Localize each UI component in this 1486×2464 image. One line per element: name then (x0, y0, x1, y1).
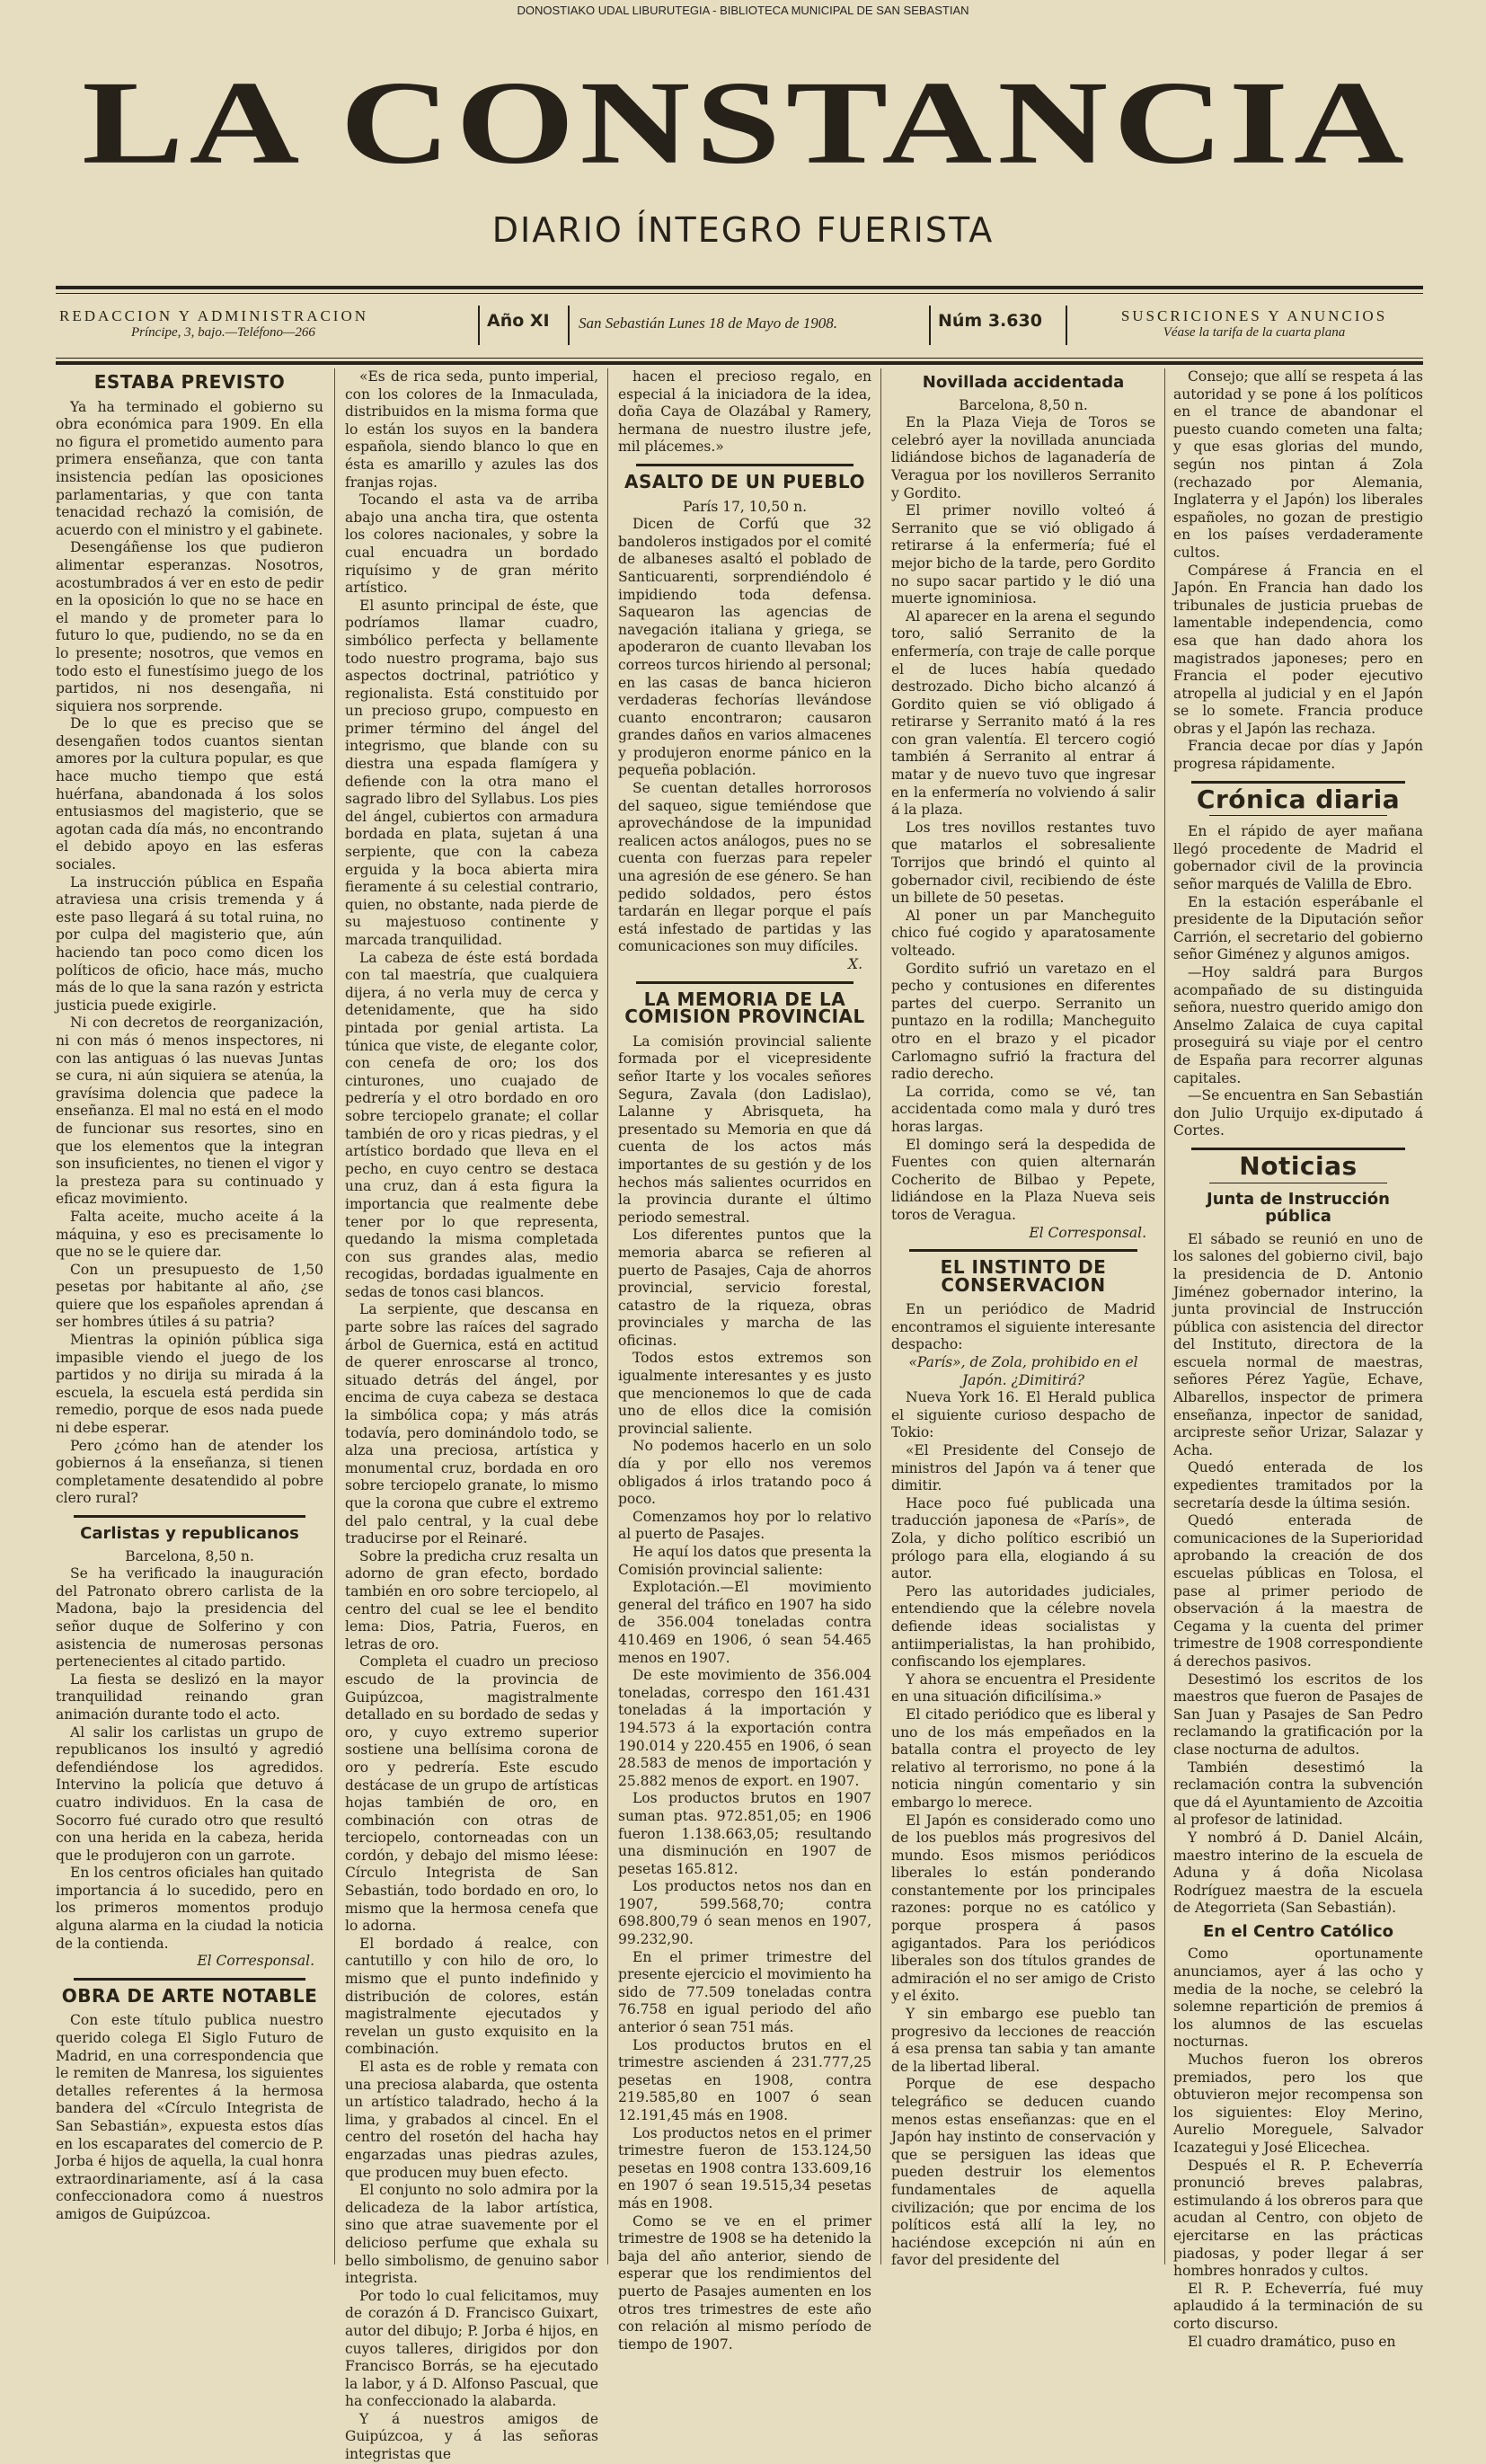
paragraph: Al aparecer en la arena el segundo toro, salió Serranito de la enfermería, con traje de calle porque el de luces había quedado destrozado. Dicho bicho alcanzó á Gordito quien se vió obligado á retirarse y Serranito mató á la res con gran valentía. El tercero cogió también á Serranito al entrar á matar y de nuevo tuvo que ingresar en la enfermería no volviendo á salir á la plaza. (891, 607, 1155, 819)
paragraph: Desengáñense los que pudieron alimentar esperanzas. Nosotros, acostumbrados á ver en esto de pedir en la oposición lo que no se hace en el mando y de prometer para lo futuro lo que, pudiendo, no se da en lo presente; nosotros, que vemos en todo esto el funestísimo juego de los partidos, ni nos desengaña, ni siquiera nos sorprende. (56, 539, 323, 714)
paragraph: Comenzamos hoy por lo relativo al puerto de Pasajes. (618, 1508, 871, 1543)
column-divider (607, 368, 608, 2265)
headline-estaba-previsto: ESTABA PREVISTO (93, 371, 286, 393)
paragraph: Los productos brutos en 1907 suman ptas. 972.851,05; en 1906 fueron 1.138.663,05; resultando una disminución en 1907 de pesetas 165.812. (618, 1790, 871, 1877)
issue-year: Año XI (487, 311, 550, 331)
headline-junta-instruccion: Junta de Instrucción pública (1207, 1189, 1390, 1227)
paragraph: El R. P. Echeverría, fué muy aplaudido á la terminación de su corto discurso. (1173, 2280, 1423, 2332)
headline-carlistas: Carlistas y republicanos (80, 1524, 299, 1543)
signature: El Corresponsal. (1029, 1224, 1146, 1241)
header-bottom-thin-rule (56, 358, 1423, 359)
headline-centro-catolico: En el Centro Católico (1202, 1921, 1394, 1941)
paragraph: Ni con decretos de reorganización, ni con más ó menos inspectores, ni con las antiguas ó las nuevas Juntas se cura, ni aún siquiera se atenúa, la gravísima dolencia que padece la enseñanza. El mal no está en el modo de funcionar sus resortes, sino en que los elementos que la integran son insuficientes, no tienen el vigor y la presteza para su continuado y eficaz movimiento. (56, 1015, 323, 1208)
paragraph: Mientras la opinión pública siga impasible viendo el juego de los partidos y no dirija su mirada á la escuela, la escuela está perdida sin remedio, porque de esos nada puede ni debe esperar. (56, 1332, 323, 1437)
paragraph: Ya ha terminado el gobierno su obra económica para 1909. En ella no figura el prometido aumento para primera enseñanza, que con tanta insistencia pedían las oposiciones parlamentarias, y que con tanta tenacidad rechazó la comisión, de acuerdo con el ministro y el gabinete. (56, 398, 323, 538)
dateline: Barcelona, 8,50 n. (959, 396, 1088, 413)
paragraph: «Es de rica seda, punto imperial, con los colores de la Inmaculada, distribuidos en la misma forma que lo están los suyos en la bandera española, siendo blanco lo que en ésta es amarillo y azules las dos franjas rojas. (345, 368, 598, 491)
paragraph: Los productos netos nos dan en 1907, 599.568,70; contra 698.800,79 ó sean menos en 1907, 99.232,90. (618, 1878, 871, 1948)
paragraph: —Hoy saldrá para Burgos acompañado de su distinguida señora, nuestro querido amigo don Anselmo Zalaica de cuya capital proseguirá su viaje por el centro de España para recorrer algunas capitales. (1173, 964, 1423, 1086)
column-2 (345, 368, 598, 2463)
paragraph: De lo que es preciso que se desengañen todos cuantos sientan amores por la cultura popular, es que hace mucho tiempo que está huérfana, abandonada á los solos entusiasmos del magisterio, que se agotan cada día más, no encontrando el debido apoyo en las esferas sociales. (56, 715, 323, 873)
paragraph: En los centros oficiales han quitado importancia á lo sucedido, pero en los primeros momentos produjo alguna alarma en la ciudad la noticia de la contienda. (56, 1865, 323, 1952)
header-top-thin-rule (56, 293, 1423, 294)
column-divider (880, 368, 881, 2265)
paragraph: La instrucción pública en España atraviesa una crisis tremenda y á este paso llegará á su total ruina, no por culpa del magisterio que, aún haciendo tan poco como dicen los políticos de oficio, hace más, mucho más de lo que la sana razón y estricta justicia puede exigirle. (56, 873, 323, 1014)
newspaper-subtitle: DIARIO ÍNTEGRO FUERISTA (491, 210, 995, 250)
paragraph: La cabeza de éste está bordada con tal maestría, que cualquiera dijera, á no verla muy de cerca y detenidamente, que ha sido pintada por genial artista. La túnica que viste, de elegante color, con cenefa de oro; los dos cinturones, uno cuajado de pedrería y el otro bordado en oro sobre terciopelo granate; el collar también de oro y ricas piedras, y el artístico bordado que lleva en el pecho, en cuyo centro se destaca una cruz, dan á esta figura la importancia que realmente debe tener por lo que representa, quedando la misma completada con sus grandes alas, medio recogidas, bordadas igualmente en sedas de tonos casi blancos. (345, 949, 598, 1300)
article-divider (74, 1978, 305, 1981)
paragraph: Los diferentes puntos que la memoria abarca se refieren al puerto de Pasajes, Caja de ahorros provincial, servicio forestal, catastro de la riqueza, obras provinciales y marcha de las oficinas. (618, 1227, 871, 1349)
separator (1066, 306, 1067, 345)
paragraph: Desestimó los escritos de los maestros que fueron de Pasajes de San Juan y Pasajes de San Pedro reclamando la gratificación por la clase nocturna de adultos. (1173, 1671, 1423, 1758)
headline-asalto: ASALTO DE UN PUEBLO (624, 470, 865, 492)
headline-instinto: EL INSTINTO DE CONSERVACION (940, 1256, 1107, 1296)
paragraph: La fiesta se deslizó en la mayor tranquilidad reinando gran animación durante todo el acto. (56, 1671, 323, 1723)
dateline: Barcelona, 8,50 n. (125, 1547, 254, 1564)
article-divider (636, 981, 854, 984)
paragraph: En la Plaza Vieja de Toros se celebró ayer la novillada anunciada lidiándose bichos de laganadería de Veragua por los novilleros Serranito y Gordito. (891, 414, 1155, 501)
separator (568, 306, 570, 345)
paragraph: Pero ¿cómo han de atender los gobiernos á la enseñanza, si tienen completamente desatendido al pobre clero rural? (56, 1437, 323, 1507)
paragraph: Completa el cuadro un precioso escudo de la provincia de Guipúzcoa, magistralmente detallado en su bordado de sedas y oro, y cuyo extremo superior sostiene una bellísima corona de oro y pedrería. Este escudo destácase de un grupo de artísticas hojas también de oro, en combinación con otras de terciopelo, contorneadas con un cordón, y debajo del mismo léese: Círculo Integrista de San Sebastián, todo bordado en oro, lo mismo que la hermosa cenefa que lo adorna. (345, 1653, 598, 1935)
paragraph: Por todo lo cual felicitamos, muy de corazón á D. Francisco Guixart, autor del dibujo; P. Jorba é hijos, en cuyos talleres, dirigidos por don Francisco Borrás, se ha ejecutado la labor, y á D. Alfonso Pascual, que ha confeccionado la alabarda. (345, 2287, 598, 2410)
paragraph: En la estación esperábanle el presidente de la Diputación señor Carrión, el secretario del gobierno señor Giménez y algunos amigos. (1173, 893, 1423, 963)
dateline: París 17, 10,50 n. (682, 498, 807, 515)
paragraph: «El Presidente del Consejo de ministros del Japón va á tener que dimitir. (891, 1442, 1155, 1494)
paragraph: Con este título publica nuestro querido colega El Siglo Futuro de Madrid, en una correspondencia que le remiten de Manresa, los siguientes detalles referentes á la hermosa bandera del «Círculo Integrista de San Sebastián», expuesta estos días en los escaparates del comercio de P. Jorba é hijos de aquella, la cual honra extraordinariamente, así á la casa confeccionadora como á nuestros amigos de Guipúzcoa. (56, 2012, 323, 2222)
paragraph: Nueva York 16. El Herald publica el siguiente curioso despacho de Tokio: (891, 1389, 1155, 1441)
paragraph: El asunto principal de éste, que podríamos llamar cuadro, simbólico perfecta y bellamente todo nuestro programa, bajo sus aspectos doctrinal, patriótico y regionalista. Está constituido por un precioso grupo, compuesto en primer término del ángel del integrismo, que blande con su diestra una espada flamígera y defiende con la otra mano el sagrado libro del Syllabus. Los pies del ángel, cubiertos con armadura bordada en plata, sujetan á una serpiente, que con la cabeza erguida y la boca abierta mira fieramente á su celestial contrario, quien, no obstante, nada pierde de su majestuoso continente y marcada tranquilidad. (345, 597, 598, 948)
paragraph: El sábado se reunió en uno de los salones del gobierno civil, bajo la presidencia de D. Antonio Jiménez gobernador interino, la junta provincial de Instrucción pública con asistencia del director del Instituto, directora de la escuela normal de maestras, señores Pérez Yagüe, Echave, Albarellos, inspector de primera enseñanza, inpector de sanidad, arcipreste señor Urizar, Salazar y Acha. (1173, 1230, 1423, 1458)
paragraph: Compárese á Francia en el Japón. En Francia han dado los tribunales de justicia pruebas de lamentable independencia, como esa que han dado ahora los magistrados japoneses; pero en Francia el poder ejecutivo atropella al judicial y en el Japón se lo somete. Francia produce obras y el Japón las rechaza. (1173, 562, 1423, 737)
column-divider (334, 368, 335, 2265)
subscriptions-heading: SUSCRICIONES Y ANUNCIOS (1120, 307, 1388, 324)
paragraph: Se cuentan detalles horrorosos del saqueo, sigue temiéndose que aprovechándose de la impunidad realicen actos análogos, pues no se cuenta con fuerzas para repeler una agresión de ese género. Se han pedido soldados, pero éstos tardarán en llegar porque el país está infestado de partidas y las comunicaciones son muy difíciles. (618, 780, 871, 955)
section-rule (1209, 815, 1387, 816)
paragraph: Como se ve en el primer trimestre de 1908 se ha detenido la baja del año anterior, siendo de esperar que los rendimientos del puerto de Pasajes aumenten en los otros tres trimestres de este año con relación al mismo período de tiempo de 1907. (618, 2212, 871, 2353)
paragraph: Los productos netos en el primer trimestre fueron de 153.124,50 pesetas en 1908 contra 133.609,16 en 1907 ó sean 19.515,34 pesetas más en 1908. (618, 2124, 871, 2211)
paragraph: Todos estos extremos son igualmente interesantes y es justo que mencionemos lo que de cada uno de ellos dice la comisión provincial saliente. (618, 1350, 871, 1437)
separator (478, 306, 480, 345)
column-1 (56, 368, 323, 2265)
editorial-office (59, 307, 473, 341)
paragraph: Muchos fueron los obreros premiados, pero los que obtuvieron mejor recompensa son los siguientes: Eloy Merino, Aurelio Moreguele, Salvador Icazategui y José Elicechea. (1173, 2052, 1423, 2156)
signature: X. (848, 956, 862, 972)
headline-obra-de-arte: OBRA DE ARTE NOTABLE (61, 1984, 318, 2007)
headline-novillada: Novillada accidentada (922, 373, 1125, 392)
issue-info-bar (56, 300, 1423, 356)
paragraph: Como oportunamente anunciamos, ayer á las ocho y media de la noche, se celebró la solemne repartición de premios á los alumnos de las escuelas nocturnas. (1173, 1945, 1423, 2051)
paragraph: Quedó enterada de los expedientes tramitados por la secretaría desde la última sesión. (1173, 1459, 1423, 1511)
paragraph: Los productos brutos en el trimestre ascienden á 231.777,25 pesetas en 1908, contra 219.585,80 en 1007 ó sean 12.191,45 más en 1908. (618, 2036, 871, 2123)
column-divider (1164, 368, 1165, 2265)
paragraph: hacen el precioso regalo, en especial á la iniciadora de la idea, doña Caya de Olazábal y Ramery, hermana de nuestro ilustre jefe, mil plácemes.» (618, 368, 871, 456)
paragraph: Se ha verificado la inauguración del Patronato obrero carlista de la Madona, bajo la presidencia del señor duque de Solferino y con asistencia de numerosas personas pertenecientes al citado partido. (56, 1565, 323, 1671)
paragraph: Hace poco fué publicada una traducción japonesa de «París», de Zola, y dicho político escribió un prólogo para ella, elogiando á su autor. (891, 1494, 1155, 1582)
subscriptions-info (1085, 307, 1423, 341)
section-noticias: Noticias (1239, 1150, 1358, 1181)
paragraph: Y ahora se encuentra el Presidente en una situación dificilísima.» (891, 1671, 1155, 1706)
paragraph: Y á nuestros amigos de Guipúzcoa, y á las señoras integristas que (345, 2410, 598, 2463)
paragraph: El cuadro dramático, puso en (1188, 2333, 1396, 2350)
column-3 (618, 368, 871, 2353)
paragraph: El domingo será la despedida de Fuentes con quien alternarán Cocherito de Bilbao y Pepete, lidiándose en la Plaza Nueva seis toros de Veragua. (891, 1136, 1155, 1223)
paragraph: Francia decae por días y Japón progresa rápidamente. (1173, 738, 1423, 773)
paragraph: Sobre la predicha cruz resalta un adorno de gran efecto, bordado también en oro sobre terciopelo, al centro del cual se lee el bendito lema: Dios, Patria, Fueros, en letras de oro. (345, 1547, 598, 1653)
paragraph: De este movimiento de 356.004 toneladas, correspo den 161.431 toneladas á la importación y 194.573 á la exportación contra 190.014 y 220.455 en 1906, ó sean 28.583 de menos de importación y 25.882 menos de export. en 1907. (618, 1667, 871, 1789)
separator (929, 306, 931, 345)
header-top-rule (56, 286, 1423, 289)
paragraph: Gordito sufrió un varetazo en el pecho y contusiones en diferentes partes del cuerpo. Serranito un puntazo en la rodilla; Mancheguito otro en el brazo y el picador Carlomagno sufrió la fractura del radio derecho. (891, 960, 1155, 1083)
paragraph: En el primer trimestre del presente ejercicio el movimiento ha sido de 77.509 toneladas contra 76.758 en igual periodo del año anterior ó sean 751 más. (618, 1948, 871, 2036)
article-divider (636, 464, 854, 466)
paragraph: Los tres novillos restantes tuvo que matarlos el sobresaliente Torrijos que brindó el quinto al gobernador civil, recibiendo de éste un billete de 50 pesetas. (891, 819, 1155, 907)
issue-number: Núm 3.630 (938, 311, 1042, 331)
paragraph: Al poner un par Mancheguito chico fué cogido y aparatosamente volteado. (891, 907, 1155, 959)
paragraph: El asta es de roble y remata con una preciosa alabarda, que ostenta un artístico taladrado, hecho á la lima, y grabados al cincel. En el centro del rosetón del hacha hay engarzadas unas piedras azules, que producen muy buen efecto. (345, 2059, 598, 2181)
article-divider (74, 1515, 305, 1518)
paragraph: El Japón es considerado como uno de los pueblos más progresivos del mundo. Esos mismos periódicos liberales lo están ponderando constantemente por los principales razones: porque no es católico y porque prospera á pasos agigantados. Para los periódicos liberales son dos títulos grandes de admiración el no ser amigo de Cristo y el éxito. (891, 1812, 1155, 2005)
issue-date: San Sebastián Lunes 18 de Mayo de 1908. (579, 315, 838, 332)
section-cronica-diaria: Crónica diaria (1196, 784, 1401, 814)
paragraph: El primer novillo volteó á Serranito que se vió obligado á retirarse á la enfermería; fué el mejor bicho de la tarde, pero Gordito no supo sacar partido y le dió una muerte ignominiosa. (891, 502, 1155, 607)
paragraph: Quedó enterada de comunicaciones de la Superioridad aprobando la creación de dos escuelas públicas en Tolosa, el pase al primer periodo de observación á la maestra de Cegama y la cuenta del primer trimestre de 1908 correspondiente á derechos pasivos. (1173, 1512, 1423, 1670)
paragraph: Porque de ese despacho telegráfico se deducen cuando menos estas enseñanzas: que en el Japón hay instinto de conservación y que se persiguen las ideas que pueden destruir los elementos fundamentales de aquella civilización; que por encima de los políticos está allí la ley, no haciéndose excepción ni aún en favor del presidente del (891, 2076, 1155, 2269)
archive-caption: DONOSTIAKO UDAL LIBURUTEGIA - BIBLIOTECA MUNICIPAL DE SAN SEBASTIAN (517, 4, 969, 17)
paragraph: Tocando el asta va de arriba abajo una ancha tira, que ostenta los colores nacionales, y sobre la cual encuadra un bordado riquísimo y de gran mérito artístico. (345, 492, 598, 597)
paragraph: La corrida, como se vé, tan accidentada como mala y duró tres horas largas. (891, 1083, 1155, 1135)
paragraph: Con un presupuesto de 1,50 pesetas por habitante al año, ¿se quiere que los españoles aprendan á ser hombres útiles á su patria? (56, 1261, 323, 1331)
paragraph: Después el R. P. Echeverría pronunció breves palabras, estimulando á los obreros para que acudan al Centro, con objeto de ejercitarse en las prácticas piadosas, y poder llegar á ser hombres honrados y cultos. (1173, 2157, 1423, 2280)
paragraph: Al salir los carlistas un grupo de republicanos los insultó y agredió defendiéndose los agredidos. Intervino la policía que detuvo á cuatro individuos. En la casa de Socorro fué curado otro que resultó con una herida en la cabeza, herida que le produjeron con un garrote. (56, 1724, 323, 1864)
headline-memoria: LA MEMORIA DE LA COMISION PROVINCIAL (624, 988, 865, 1028)
paragraph: Explotación.—El movimiento general del tráfico en 1907 ha sido de 356.004 toneladas contra 410.469 en 1906, ó sean 54.465 menos en 1907. (618, 1579, 871, 1666)
editorial-address: Príncipe, 3, bajo.—Teléfono—266 (131, 325, 315, 340)
article-divider (1191, 781, 1405, 784)
quoted-headline: «París», de Zola, prohibido en el Japón. ¿Dimitirá? (908, 1354, 1138, 1388)
paragraph: Y nombró á D. Daniel Alcáin, maestro interino de la escuela de Aduna y á doña Nicolasa Rodríguez maestra de la escuela de Ategorrieta (San Sebastián). (1173, 1829, 1423, 1917)
paragraph: Dicen de Corfú que 32 bandoleros instigados por el comité de albaneses asaltó el poblado de Santicuarenti, sorprendiéndolo é impidiendo toda defensa. Saquearon las agencias de navegación italiana y griega, se apoderaron de cuanto llevaban los correos turcos hiriendo al personal; en las casas de banca hicieron verdaderas fechorías llevándose cuanto encontraron; causaron grandes daños en varios almacenes y produjeron enorme pánico en la pequeña población. (618, 516, 871, 779)
paragraph: Falta aceite, mucho aceite á la máquina, y eso es precisamente lo que no se le quiere dar. (56, 1208, 323, 1261)
paragraph: He aquí los datos que presenta la Comisión provincial saliente: (618, 1544, 871, 1578)
paragraph: El citado periódico que es liberal y uno de los más empeñados en la batalla contra el proyecto de ley relativo al terrorismo, no pone á la noticia ningún comentario y sin embargo lo merece. (891, 1706, 1155, 1811)
paragraph: La serpiente, que descansa en parte sobre las raíces del sagrado árbol de Guernica, está en actitud de querer enroscarse al tronco, situado detrás del ángel, por encima de cuya cabeza se destaca la simbólica copa; y más atrás todavía, pero dominándolo todo, se alza una preciosa, artística y monumental cruz, bordada en oro sobre terciopelo granate, lo mismo que la corona que cubre el extremo del palo central, y la cual debe traducirse por el Reinaré. (345, 1301, 598, 1547)
paragraph: —Se encuentra en San Sebastián don Julio Urquijo ex-diputado á Cortes. (1173, 1087, 1423, 1139)
paragraph: Pero las autoridades judiciales, entendiendo que la célebre novela defiende ideas socialistas y antiimperialistas, la han prohibido, confiscando los ejemplares. (891, 1582, 1155, 1671)
article-divider (1191, 1148, 1405, 1150)
paragraph: No podemos hacerlo en un solo día y por ello nos veremos obligados á irlos tratando poco á poco. (618, 1438, 871, 1508)
paragraph: Consejo; que allí se respeta á las autoridad y se pone á los políticos en el trance de abandonar el puesto cuando cometen una falta; y que esas glorias del mundo, según nos pintan á Zola (rechazado por Alemania, Inglaterra y el Japón) los liberales españoles, no gozan de prestigio en los países verdaderamente cultos. (1173, 368, 1423, 561)
editorial-heading: REDACCION Y ADMINISTRACION (59, 307, 369, 324)
signature: El Corresponsal. (197, 1953, 314, 1970)
paragraph: El bordado á realce, con cantutillo y con hilo de oro, lo mismo que el punto indefinido y distribución de colores, están magistralmente ejecutados y revelan un gusto exquisito en la combinación. (345, 1935, 598, 2058)
paragraph: En el rápido de ayer mañana llegó procedente de Madrid el gobernador civil de la provincia señor marqués de Valilla de Ebro. (1173, 823, 1423, 893)
paragraph: Y sin embargo ese pueblo tan progresivo da lecciones de reacción á esa prensa tan sabia y tan amante de la libertad liberal. (891, 2006, 1155, 2075)
paragraph: El conjunto no solo admira por la delicadeza de la labor artística, sino que atrae suavemente por el delicioso perfume que exhala su bello simbolismo, de genuino sabor integrista. (345, 2182, 598, 2287)
paragraph: En un periódico de Madrid encontramos el siguiente interesante despacho: (891, 1301, 1155, 1353)
paragraph: La comisión provincial saliente formada por el vicepresidente señor Itarte y los vocales señores Segura, Zavala (don Ladislao), Lalanne y Abrisqueta, ha presentado su Memoria en que dá cuenta de los actos más importantes de su gestión y de los hechos más salientes ocurridos en la provincia durante el último periodo semestral. (618, 1033, 871, 1226)
column-5 (1173, 368, 1423, 2350)
column-4 (891, 368, 1155, 2269)
header-bottom-rule (56, 361, 1423, 365)
subscriptions-note: Véase la tarifa de la cuarta plana (1163, 325, 1346, 340)
newspaper-title: LA CONSTANCIA (82, 56, 1410, 189)
article-divider (909, 1249, 1137, 1252)
paragraph: También desestimó la reclamación contra la subvención que dá el Ayuntamiento de Azcoitia al profesor de latinidad. (1173, 1759, 1423, 1829)
